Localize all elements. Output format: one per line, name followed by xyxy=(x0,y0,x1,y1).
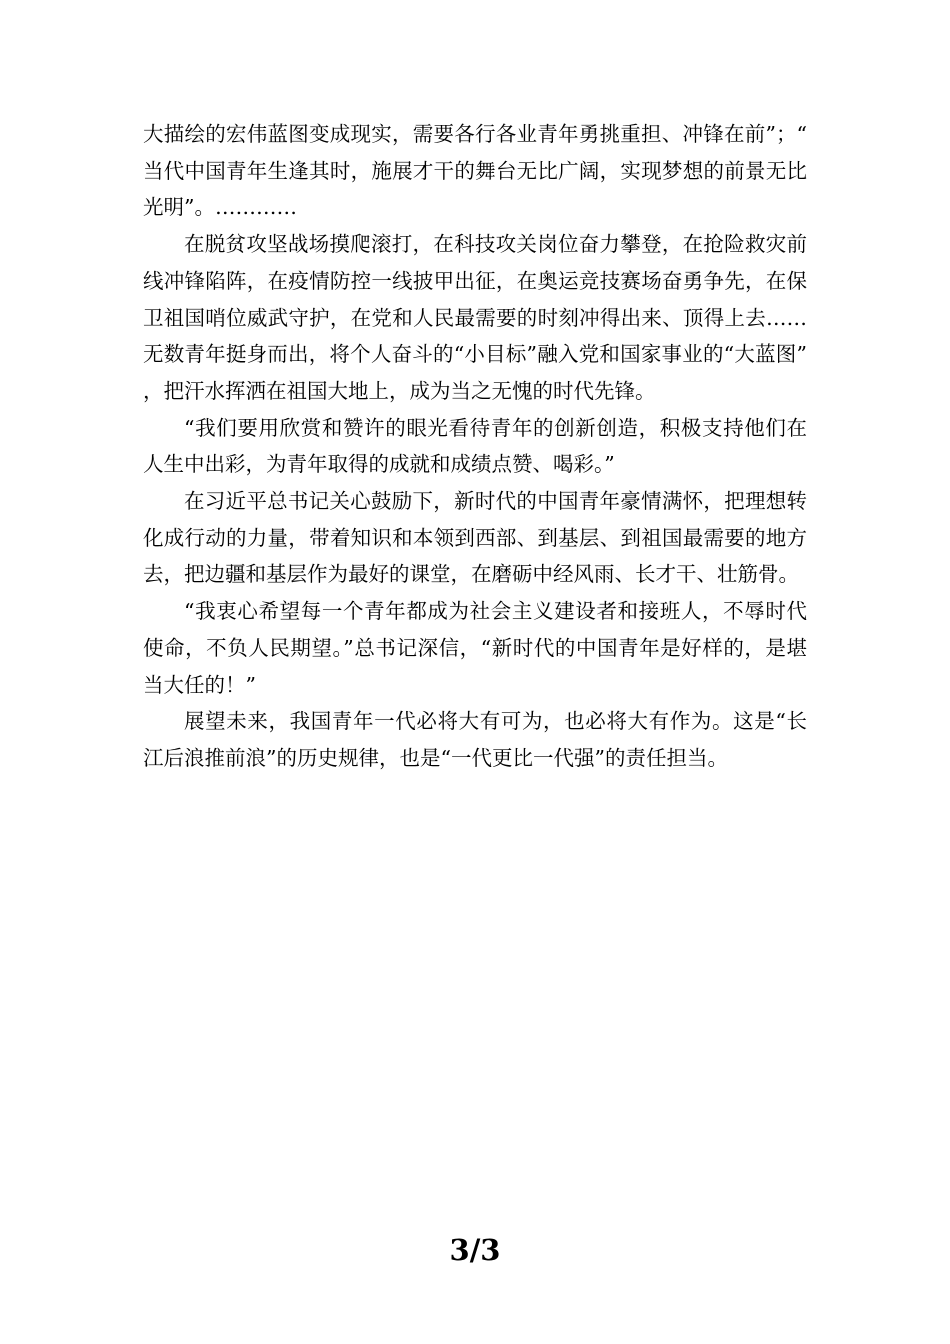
paragraph-5: “我衷心希望每一个青年都成为社会主义建设者和接班人，不辱时代使命，不负人民期望。”总书记深信，“新时代的中国青年是好样的，是堪当大任的！” xyxy=(143,599,807,697)
paragraph-2: 在脱贫攻坚战场摸爬滚打，在科技攻关岗位奋力攀登，在抢险救灾前线冲锋陷阵，在疫情防控一线披甲出征，在奥运竞技赛场奋勇争先，在保卫祖国哨位威武守护，在党和人民最需要的时刻冲得出来、顶得上去……无数青年挺身而出，将个人奋斗的“小目标”融入党和国家事业的“大蓝图”，把汗水挥洒在祖国大地上，成为当之无愧的时代先锋。 xyxy=(143,232,807,403)
paragraph-4: 在习近平总书记关心鼓励下，新时代的中国青年豪情满怀，把理想转化成行动的力量，带着知识和本领到西部、到基层、到祖国最需要的地方去，把边疆和基层作为最好的课堂，在磨砺中经风雨、长才干、壮筋骨。 xyxy=(143,489,807,587)
paragraph-6: 展望未来，我国青年一代必将大有可为，也必将大有作为。这是“长江后浪推前浪”的历史规律，也是“一代更比一代强”的责任担当。 xyxy=(143,709,807,770)
body-text xyxy=(143,116,807,777)
page-number: 3/3 xyxy=(449,1233,501,1267)
paragraph-1: 大描绘的宏伟蓝图变成现实，需要各行各业青年勇挑重担、冲锋在前”；“当代中国青年生逢其时，施展才干的舞台无比广阔，实现梦想的前景无比光明”。………… xyxy=(143,122,807,220)
paragraph-3: “我们要用欣赏和赞许的眼光看待青年的创新创造，积极支持他们在人生中出彩，为青年取得的成就和成绩点赞、喝彩。” xyxy=(143,415,807,477)
